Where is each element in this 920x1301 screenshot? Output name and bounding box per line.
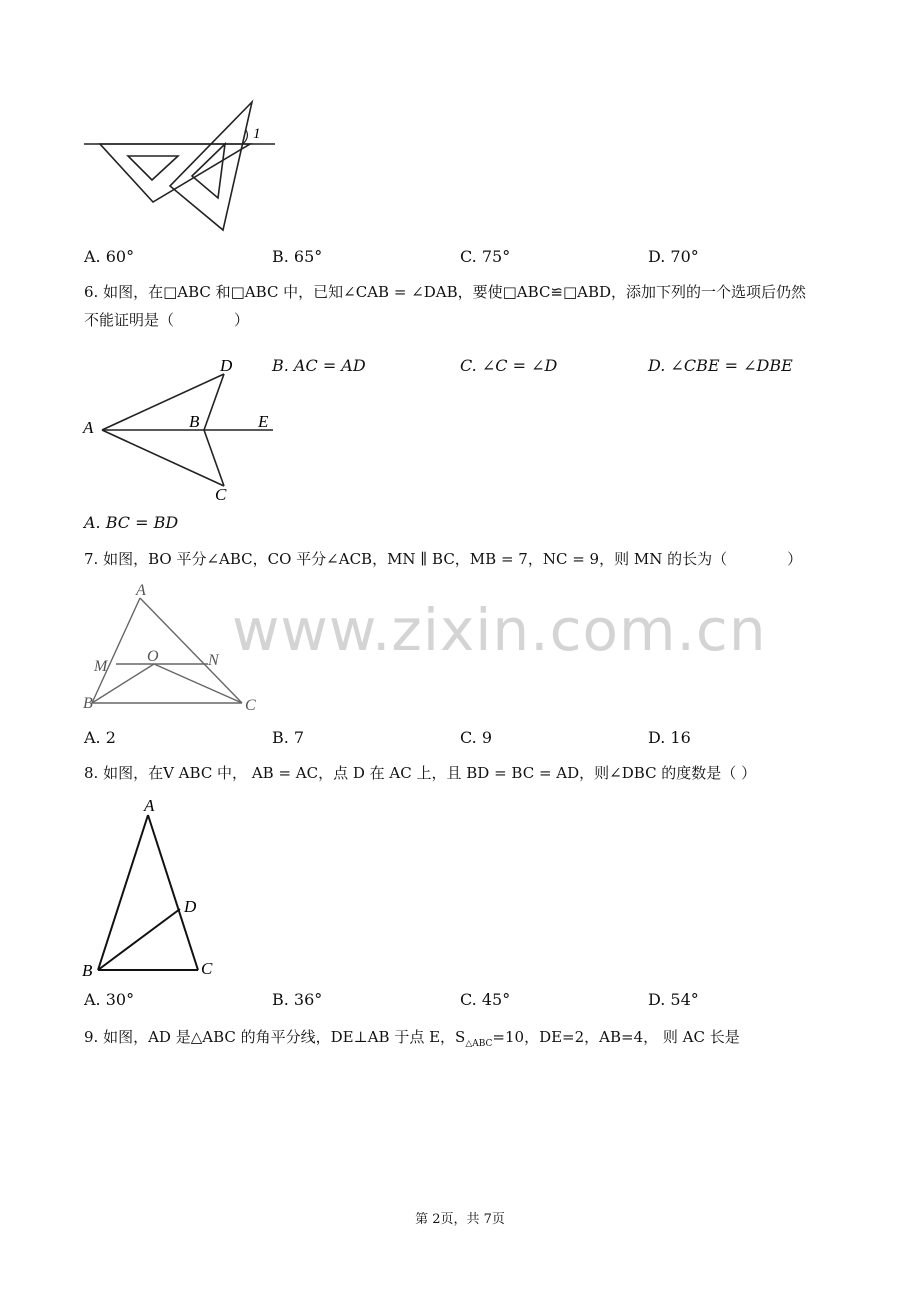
- q6-label-A: A: [83, 418, 94, 437]
- q6-option-b[interactable]: B. AC = AD: [272, 356, 366, 375]
- q6-label-C: C: [215, 485, 227, 504]
- q7-label-M: M: [94, 658, 108, 675]
- q6-stem-line1: 6. 如图，在□ABC 和□ABC 中，已知∠CAB = ∠DAB，要使□ABC≌□ABD，添加下列的一个选项后仍然: [84, 283, 807, 301]
- q6-option-a[interactable]: A. BC = BD: [84, 513, 179, 532]
- q5-option-b[interactable]: B. 65°: [272, 247, 323, 266]
- q7-label-O: O: [147, 648, 159, 665]
- q6-stem-line2: 不能证明是（ ）: [84, 311, 250, 329]
- q7-option-a[interactable]: A. 2: [84, 728, 116, 747]
- q5-option-c[interactable]: C. 75°: [460, 247, 511, 266]
- q8-option-b[interactable]: B. 36°: [272, 990, 323, 1009]
- q8-label-B: B: [82, 961, 93, 980]
- q8-stem: 8. 如图，在V ABC 中， AB = AC，点 D 在 AC 上，且 BD = BC = AD，则∠DBC 的度数是（ ）: [84, 764, 757, 782]
- q8-label-D: D: [184, 897, 197, 916]
- q7-label-N: N: [208, 652, 219, 669]
- q8-option-d[interactable]: D. 54°: [648, 990, 699, 1009]
- q9-stem-subscript: △ABC: [465, 1039, 493, 1049]
- q5-option-a[interactable]: A. 60°: [84, 247, 135, 266]
- q7-option-d[interactable]: D. 16: [648, 728, 691, 747]
- page-footer: 第 2页，共 7页: [415, 1212, 505, 1227]
- q9-stem: [84, 1027, 740, 1054]
- q7-label-C: C: [245, 697, 256, 714]
- q8-figure: [80, 795, 230, 985]
- q6-figure: [80, 350, 280, 510]
- q5-set-square-figure: [80, 96, 290, 236]
- q7-option-c[interactable]: C. 9: [460, 728, 493, 747]
- q8-label-A: A: [144, 796, 155, 815]
- q8-option-a[interactable]: A. 30°: [84, 990, 135, 1009]
- q7-figure: [80, 578, 280, 718]
- q5-option-d[interactable]: D. 70°: [648, 247, 699, 266]
- q6-label-B: B: [189, 412, 200, 431]
- q6-option-d[interactable]: D. ∠CBE = ∠DBE: [648, 356, 793, 375]
- q5-angle-label: 1: [253, 126, 261, 142]
- q6-option-c[interactable]: C. ∠C = ∠D: [460, 356, 558, 375]
- q7-option-b[interactable]: B. 7: [272, 728, 305, 747]
- q6-label-E: E: [258, 412, 269, 431]
- q8-option-c[interactable]: C. 45°: [460, 990, 511, 1009]
- q7-label-A: A: [136, 582, 146, 599]
- q9-stem-part2: =10，DE=2，AB=4， 则 AC 长是: [492, 1028, 740, 1046]
- q9-stem-part1: 9. 如图，AD 是△ABC 的角平分线，DE⊥AB 于点 E，S: [84, 1028, 466, 1046]
- q8-label-C: C: [201, 959, 213, 978]
- q6-label-D: D: [220, 356, 233, 375]
- q7-label-B: B: [83, 695, 93, 712]
- watermark: www.zixin.com.cn: [232, 596, 767, 664]
- q7-stem: 7. 如图，BO 平分∠ABC，CO 平分∠ACB，MN ∥ BC，MB = 7，NC = 9，则 MN 的长为（ ）: [84, 550, 803, 568]
